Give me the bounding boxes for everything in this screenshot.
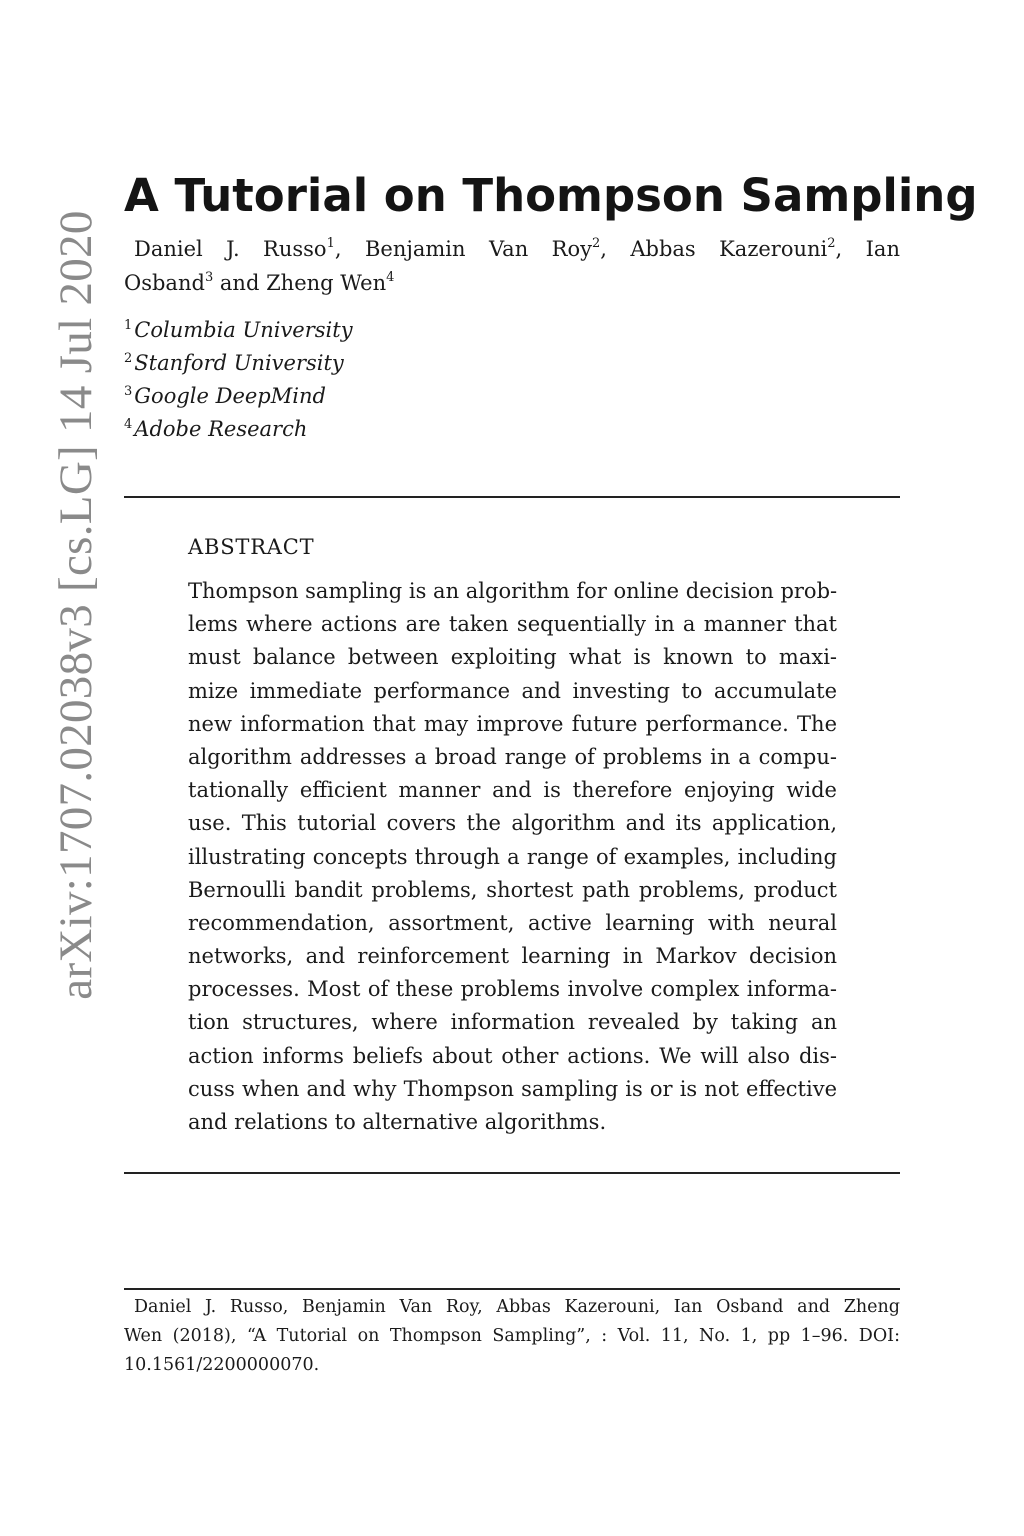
author-affiliation-mark: 3 [204,270,214,285]
affiliation-name: Adobe Research [134,417,308,441]
author-conjunction: and [219,271,260,295]
abstract-top-rule [124,496,900,498]
abstract-line: lems where actions are taken sequentially in a manner that [188,612,837,637]
affiliation-item [124,347,353,380]
author-affiliation-mark: 1 [326,236,335,251]
affiliation-name: Columbia University [134,318,353,342]
author-name: Daniel J. Russo [134,237,327,261]
abstract-line: Thompson sampling is an algorithm for online decision prob- [188,579,837,603]
author-affiliation-mark: 2 [591,236,601,251]
author-list [124,232,900,300]
affiliation-item [124,314,353,347]
abstract-line: algorithm addresses a broad range of problems in a compu- [188,744,837,769]
citation-line: 10.1561/2200000070. [124,1355,320,1375]
abstract-line: cuss when and why Thompson sampling is or is not effective [188,1076,837,1101]
abstract-line: processes. Most of these problems involve complex informa- [188,977,837,1002]
abstract-line: action informs beliefs about other actions. We will also dis- [188,1043,837,1068]
citation-line: Wen (2018), “A Tutorial on Thompson Sampling”, : Vol. 11, No. 1, pp 1–96. DOI: [124,1326,900,1346]
author-name: Ian [865,237,900,261]
affiliation-list [124,314,353,446]
abstract-heading: ABSTRACT [188,535,315,559]
affiliation-item [124,380,353,413]
author-line: Daniel J. Russo$^1$, Benjamin Van Roy$^2$, Abbas Kazerouni$^2$, Ian [134,236,900,261]
author-name: Abbas Kazerouni [630,237,828,261]
affiliation-number: 3 [124,384,133,399]
paper-title: A Tutorial on Thompson Sampling [124,169,978,222]
abstract-line: and relations to alternative algorithms. [188,1110,607,1134]
author-affiliation-mark: 4 [386,270,395,285]
abstract-line: new information that may improve future performance. The [188,711,837,736]
abstract-line: use. This tutorial covers the algorithm and its application, [188,811,837,836]
abstract-line: illustrating concepts through a range of examples, including [188,844,837,869]
abstract-line: recommendation, assortment, active learning with neural [188,910,837,935]
affiliation-name: Stanford University [134,351,344,375]
abstract-line: networks, and reinforcement learning in Markov decision [188,944,837,969]
author-name: Zheng Wen [266,271,387,295]
abstract-line: mize immediate performance and investing to accumulate [188,678,837,703]
citation-line: Daniel J. Russo, Benjamin Van Roy, Abbas Kazerouni, Ian Osband and Zheng [134,1297,900,1317]
citation-footnote [124,1293,900,1380]
affiliation-number: 4 [124,417,133,432]
abstract-bottom-rule [124,1172,900,1174]
citation-rule [124,1288,900,1290]
author-affiliation-mark: 2 [827,236,836,251]
abstract-line: Bernoulli bandit problems, shortest path problems, product [188,877,837,902]
affiliation-number: 2 [124,351,133,366]
arxiv-identifier-stamp: arXiv:1707.02038v3 [cs.LG] 14 Jul 2020 [50,210,102,1000]
abstract-line: tion structures, where information revealed by taking an [188,1010,837,1035]
abstract-line: must balance between exploiting what is known to maxi- [188,645,837,670]
author-name: Benjamin Van Roy [364,237,592,261]
affiliation-name: Google DeepMind [134,384,326,408]
affiliation-number: 1 [124,318,133,333]
author-name: Osband [124,271,205,295]
abstract-line: tationally efficient manner and is therefore enjoying wide [188,778,837,803]
affiliation-item [124,413,353,446]
author-line [124,266,900,300]
abstract-body [188,575,837,1139]
